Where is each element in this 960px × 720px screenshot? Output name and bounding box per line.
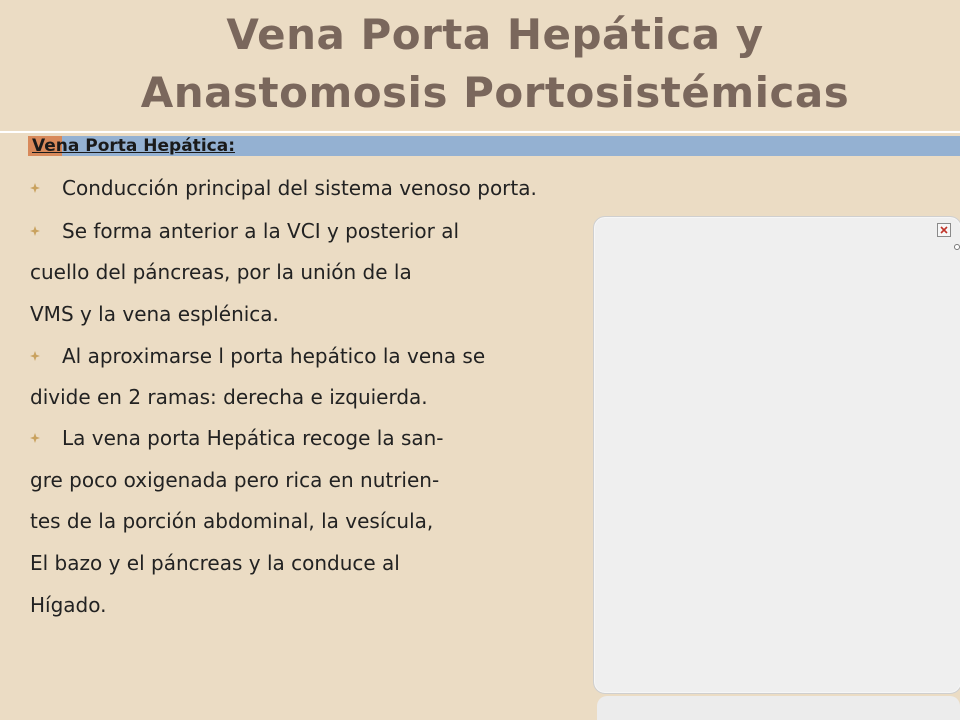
text-line: VMS y la vena esplénica. xyxy=(30,302,279,326)
list-item-text: Se forma anterior a la VCI y posterior al xyxy=(62,219,460,243)
image-placeholder-panel[interactable] xyxy=(593,216,960,694)
close-x-glyph-icon xyxy=(938,224,950,236)
image-placeholder-panel-lower xyxy=(597,696,960,720)
slide-title-line-1: Vena Porta Hepática y xyxy=(226,10,764,59)
slide-title-line-2: Anastomosis Portosistémicas xyxy=(140,68,850,117)
text-line: Hígado. xyxy=(30,593,107,617)
close-icon[interactable] xyxy=(937,223,951,237)
circle-handle-icon[interactable] xyxy=(954,244,960,250)
diamond-bullet-icon xyxy=(30,433,40,443)
list-item-text: Al aproximarse l porta hepático la vena se xyxy=(62,344,486,368)
diamond-bullet-icon xyxy=(30,183,40,193)
text-line: cuello del páncreas, por la unión de la xyxy=(30,260,412,284)
section-heading: Vena Porta Hepática: xyxy=(32,136,235,156)
list-item-text: Conducción principal del sistema venoso porta. xyxy=(62,176,537,200)
list-item-text: La vena porta Hepática recoge la san- xyxy=(62,426,444,450)
text-line: gre poco oxigenada pero rica en nutrien- xyxy=(30,468,440,492)
diamond-bullet-icon xyxy=(30,226,40,236)
text-line: El bazo y el páncreas y la conduce al xyxy=(30,551,400,575)
diamond-bullet-icon xyxy=(30,351,40,361)
text-line: tes de la porción abdominal, la vesícula, xyxy=(30,509,434,533)
text-line: divide en 2 ramas: derecha e izquierda. xyxy=(30,385,428,409)
